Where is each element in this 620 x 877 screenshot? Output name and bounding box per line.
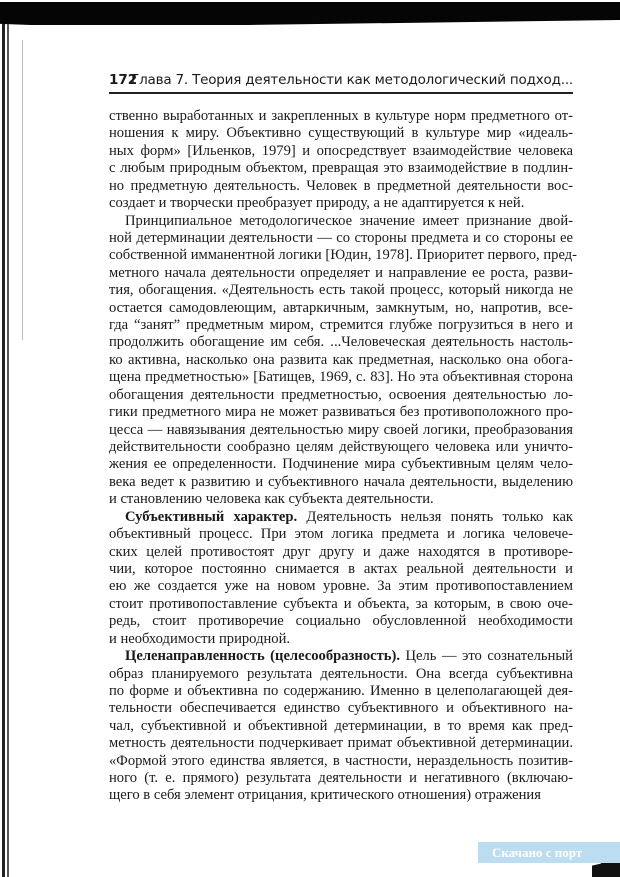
text-line: века ведет к развитию и субъективного начала деятельности, выделению — [109, 473, 573, 490]
text-line: жения ее определенности. Подчинение мира субъективным целям чело- — [109, 456, 573, 473]
text-line: обогащения деятельности предметностью, освоения деятельностью ло- — [109, 386, 573, 403]
scan-edge-top — [0, 2, 620, 25]
paragraph-heading: Целенаправленность (целесообразность). — [125, 648, 400, 665]
text-line: создает и творчески преобразует природу, а не адаптируется к ней. — [109, 195, 525, 212]
text-line: ных форм» [Ильенков, 1979] и опосредствует взаимодействие человека — [109, 142, 573, 159]
text-line: остается самодовлеющим, автаркичным, замкнутым, но, напротив, все- — [109, 299, 573, 316]
line-text: Деятельность нельзя понять только как — [297, 508, 574, 525]
text-line: чии, которое постоянно снимается в актах реальной деятельности и — [109, 560, 573, 577]
text-line: и необходимости природной. — [109, 630, 291, 647]
text-line: метного начала деятельности определяет и направление ее роста, разви- — [109, 264, 573, 281]
download-watermark: Скачано с порт — [478, 842, 620, 863]
text-line: ной детерминации деятельности — со стороны предмета и со стороны ее — [109, 229, 573, 246]
text-line: образ планируемого результата деятельности. Она всегда субъективна — [109, 665, 573, 682]
text-line: редь, стоит противоречие социально обусловленной необходимости — [109, 613, 573, 630]
text-line: по форме и объективна по содержанию. Именно в целеполагающей дея- — [109, 682, 573, 699]
text-line: ственно выработанных и закрепленных в культуре норм предметного от- — [109, 108, 573, 124]
text-line: чал, субъективной и объективной детерминации, в то время как пред- — [109, 717, 573, 734]
text-line: «Формой этого единства является, в частности, нераздельность позитив- — [109, 752, 573, 769]
text-line: стоит противопоставление субъекта и объекта, за которым, в свою оче- — [109, 595, 573, 612]
page-body — [109, 108, 578, 805]
text-line: ских целей противостоят друг другу и даже находятся в противоре- — [109, 543, 573, 560]
text-line — [109, 509, 573, 526]
text-line: щего в себя элемент отрицания, критического отношения) отражения — [109, 787, 541, 804]
text-line: ношения к миру. Объективно существующий в культуре мир «идеаль- — [109, 125, 573, 142]
text-line — [109, 648, 573, 665]
page-header — [109, 70, 573, 94]
text-line: гда “занят” предметным миром, стремится глубже погрузиться в него и — [109, 317, 573, 334]
text-line: с любым природным объектом, превращая это взаимодействие в подлин- — [109, 160, 573, 177]
scan-edge-shadow — [22, 40, 23, 340]
text-line: и становлению человека как субъекта деятельности. — [109, 491, 434, 508]
text-line: ею же создается уже на новом уровне. За этим противопоставлением — [109, 578, 573, 595]
text-line: собственной имманентной логики [Юдин, 1978]. Приоритет первого, пред- — [109, 247, 578, 264]
text-line: продолжить обогащение им себя. ...Человеческая деятельность настоль- — [109, 334, 573, 351]
text-line: цесса — навязывания деятельностью миру своей логики, преобразования — [109, 421, 573, 438]
line-text: Цель — это сознательный — [399, 648, 573, 665]
text-line: гики предметного мира не может развиваться без противоположного про- — [109, 404, 573, 421]
text-line: но предметную деятельность. Человек в предметной деятельности вос- — [109, 177, 573, 194]
text-line: объективный процесс. При этом логика предмета и логика человече- — [109, 526, 573, 543]
text-line: Принципиальное методологическое значение имеет признание двой- — [125, 212, 573, 229]
scan-edge-left-inner — [7, 24, 9, 877]
text-line: ного (т. е. прямого) результата деятельности и негативного (включаю- — [109, 770, 573, 787]
text-line: тельности обеспечивается единство субъективного и объективного на- — [109, 700, 573, 717]
text-line: тия, обогащения. «Деятельность есть такой процесс, который никогда не — [109, 282, 573, 299]
page-number: 172 — [109, 72, 138, 88]
running-title: Глава 7. Теория деятельности как методологический подход... — [131, 72, 573, 88]
scan-edge-left — [2, 24, 5, 877]
text-line: щена предметностью» [Батищев, 1969, с. 83]. Но эта объективная сторона — [109, 369, 573, 386]
paragraph-heading: Субъективный характер. — [125, 508, 298, 525]
text-line: действительности сообразно целям действующего человека или уничто- — [109, 439, 573, 456]
text-line: ко активна, насколько она развита как предметная, насколько она обога- — [109, 351, 573, 368]
text-line: метность деятельности подчеркивает примат объективной детерминации. — [109, 735, 573, 752]
